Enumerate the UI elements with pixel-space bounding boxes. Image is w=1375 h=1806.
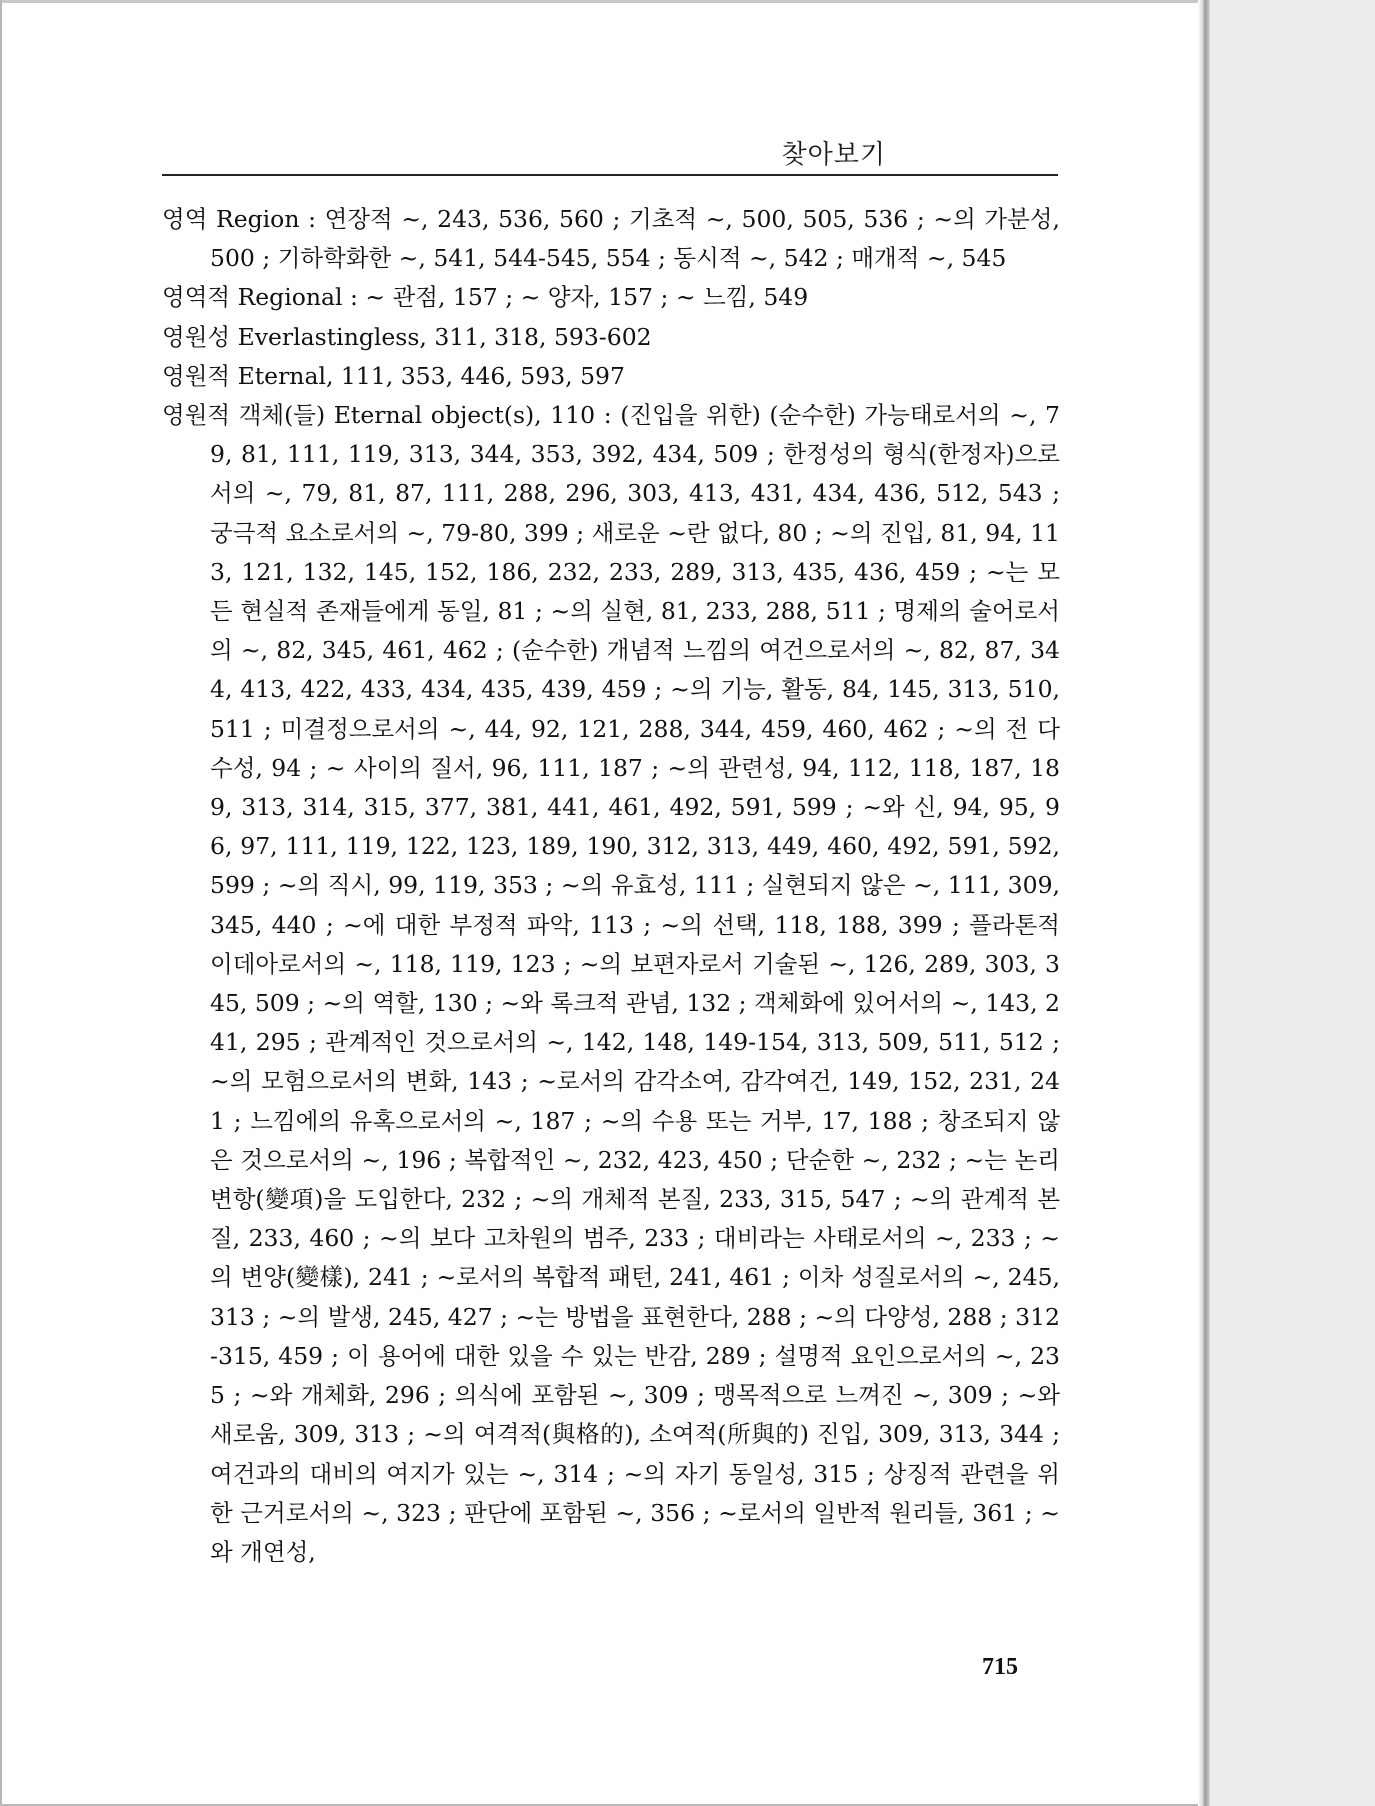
entry-text: ~ 관점, 157 ; ~ 양자, 157 ; ~ 느낌, 549: [365, 283, 809, 312]
page-top-edge: [2, 0, 1208, 3]
entry-term: 영역 Region :: [162, 205, 325, 233]
entry-term: 영원적 객체(들) Eternal object(s),: [162, 401, 551, 430]
running-head: 찾아보기: [781, 140, 886, 170]
index-entry: [162, 278, 1060, 317]
index-entry: [162, 318, 1060, 357]
header-rule: [162, 174, 1058, 176]
entry-text: 311, 318, 593-602: [434, 322, 652, 351]
index-entry: [162, 396, 1060, 1572]
index-entries: [162, 200, 1060, 1572]
entry-term: 영원적 Eternal,: [162, 361, 341, 390]
entry-text: 연장적 ~, 243, 536, 560 ; 기초적 ~, 500, 505, 536 ; ~의 가분성, 500 ; 기하학화한 ~, 541, 544-545, 554 ; 동시적 ~, 542 ; 매개적 ~, 545: [210, 205, 1060, 273]
entry-term: 영원성 Everlastingless,: [162, 322, 435, 351]
index-entry: [162, 200, 1060, 278]
entry-text: 110 : (진입을 위한) (순수한) 가능태로서의 ~, 79, 81, 111, 119, 313, 344, 353, 392, 434, 509 ; 한정성의 형식(한정자)으로서의 ~, 79, 81, 87, 111, 288, 296, 303, 413, 431, 434, 436, 512, 543 ; 궁극적 요소로서의 ~, 79-80, 399 ; 새로운 ~란 없다, 80 ; ~의 진입, 81, 94, 113, 121, 132, 145, 152, 186, 232, 233, 289, 313, 435, 436, 459 ; ~는 모든 현실적 존재들에게 동일, 81 ; ~의 실현, 81, 233, 288, 511 ; 명제의 술어로서의 ~, 82, 345, 461, 462 ; (순수한) 개념적 느낌의 여건으로서의 ~, 82, 87, 344, 413, 422, 433, 434, 435, 439, 459 ; ~의 기능, 활동, 84, 145, 313, 510, 511 ; 미결정으로서의 ~, 44, 92, 121, 288, 344, 459, 460, 462 ; ~의 전 다수성, 94 ; ~ 사이의 질서, 96, 111, 187 ; ~의 관련성, 94, 112, 118, 187, 189, 313, 314, 315, 377, 381, 441, 461, 492, 591, 599 ; ~와 신, 94, 95, 96, 97, 111, 119, 122, 123, 189, 190, 312, 313, 449, 460, 492, 591, 592, 599 ; ~의 직시, 99, 119, 353 ; ~의 유효성, 111 ; 실현되지 않은 ~, 111, 309, 345, 440 ; ~에 대한 부정적 파악, 113 ; ~의 선택, 118, 188, 399 ; 플라톤적 이데아로서의 ~, 118, 119, 123 ; ~의 보편자로서 기술된 ~, 126, 289, 303, 345, 509 ; ~의 역할, 130 ; ~와 록크적 관념, 132 ; 객체화에 있어서의 ~, 143, 241, 295 ; 관계적인 것으로서의 ~, 142, 148, 149-154, 313, 509, 511, 512 ; ~의 모험으로서의 변화, 143 ; ~로서의 감각소여, 감각여건, 149, 152, 231, 241 ; 느낌에의 유혹으로서의 ~, 187 ; ~의 수용 또는 거부, 17, 188 ; 창조되지 않은 것으로서의 ~, 196 ; 복합적인 ~, 232, 423, 450 ; 단순한 ~, 232 ; ~는 논리변항(變項)을 도입한다, 232 ; ~의 개체적 본질, 233, 315, 547 ; ~의 관계적 본질, 233, 460 ; ~의 보다 고차원의 범주, 233 ; 대비라는 사태로서의 ~, 233 ; ~의 변양(變樣), 241 ; ~로서의 복합적 패턴, 241, 461 ; 이차 성질로서의 ~, 245, 313 ; ~의 발생, 245, 427 ; ~는 방법을 표현한다, 288 ; ~의 다양성, 288 ; 312-315, 459 ; 이 용어에 대한 있을 수 있는 반감, 289 ; 설명적 요인으로서의 ~, 235 ; ~와 개체화, 296 ; 의식에 포함된 ~, 309 ; 맹목적으로 느껴진 ~, 309 ; ~와 새로움, 309, 313 ; ~의 여격적(與格的), 소여적(所與的) 진입, 309, 313, 344 ; 여건과의 대비의 여지가 있는 ~, 314 ; ~의 자기 동일성, 315 ; 상징적 관련을 위한 근거로서의 ~, 323 ; 판단에 포함된 ~, 356 ; ~로서의 일반적 원리들, 361 ; ~와 개연성,: [210, 401, 1060, 1566]
entry-text: 111, 353, 446, 593, 597: [340, 361, 625, 390]
page-edge-shadow: [1198, 0, 1210, 1806]
page-number: 715: [982, 1654, 1018, 1680]
index-entry: [162, 357, 1060, 396]
entry-term: 영역적 Regional :: [162, 283, 366, 312]
